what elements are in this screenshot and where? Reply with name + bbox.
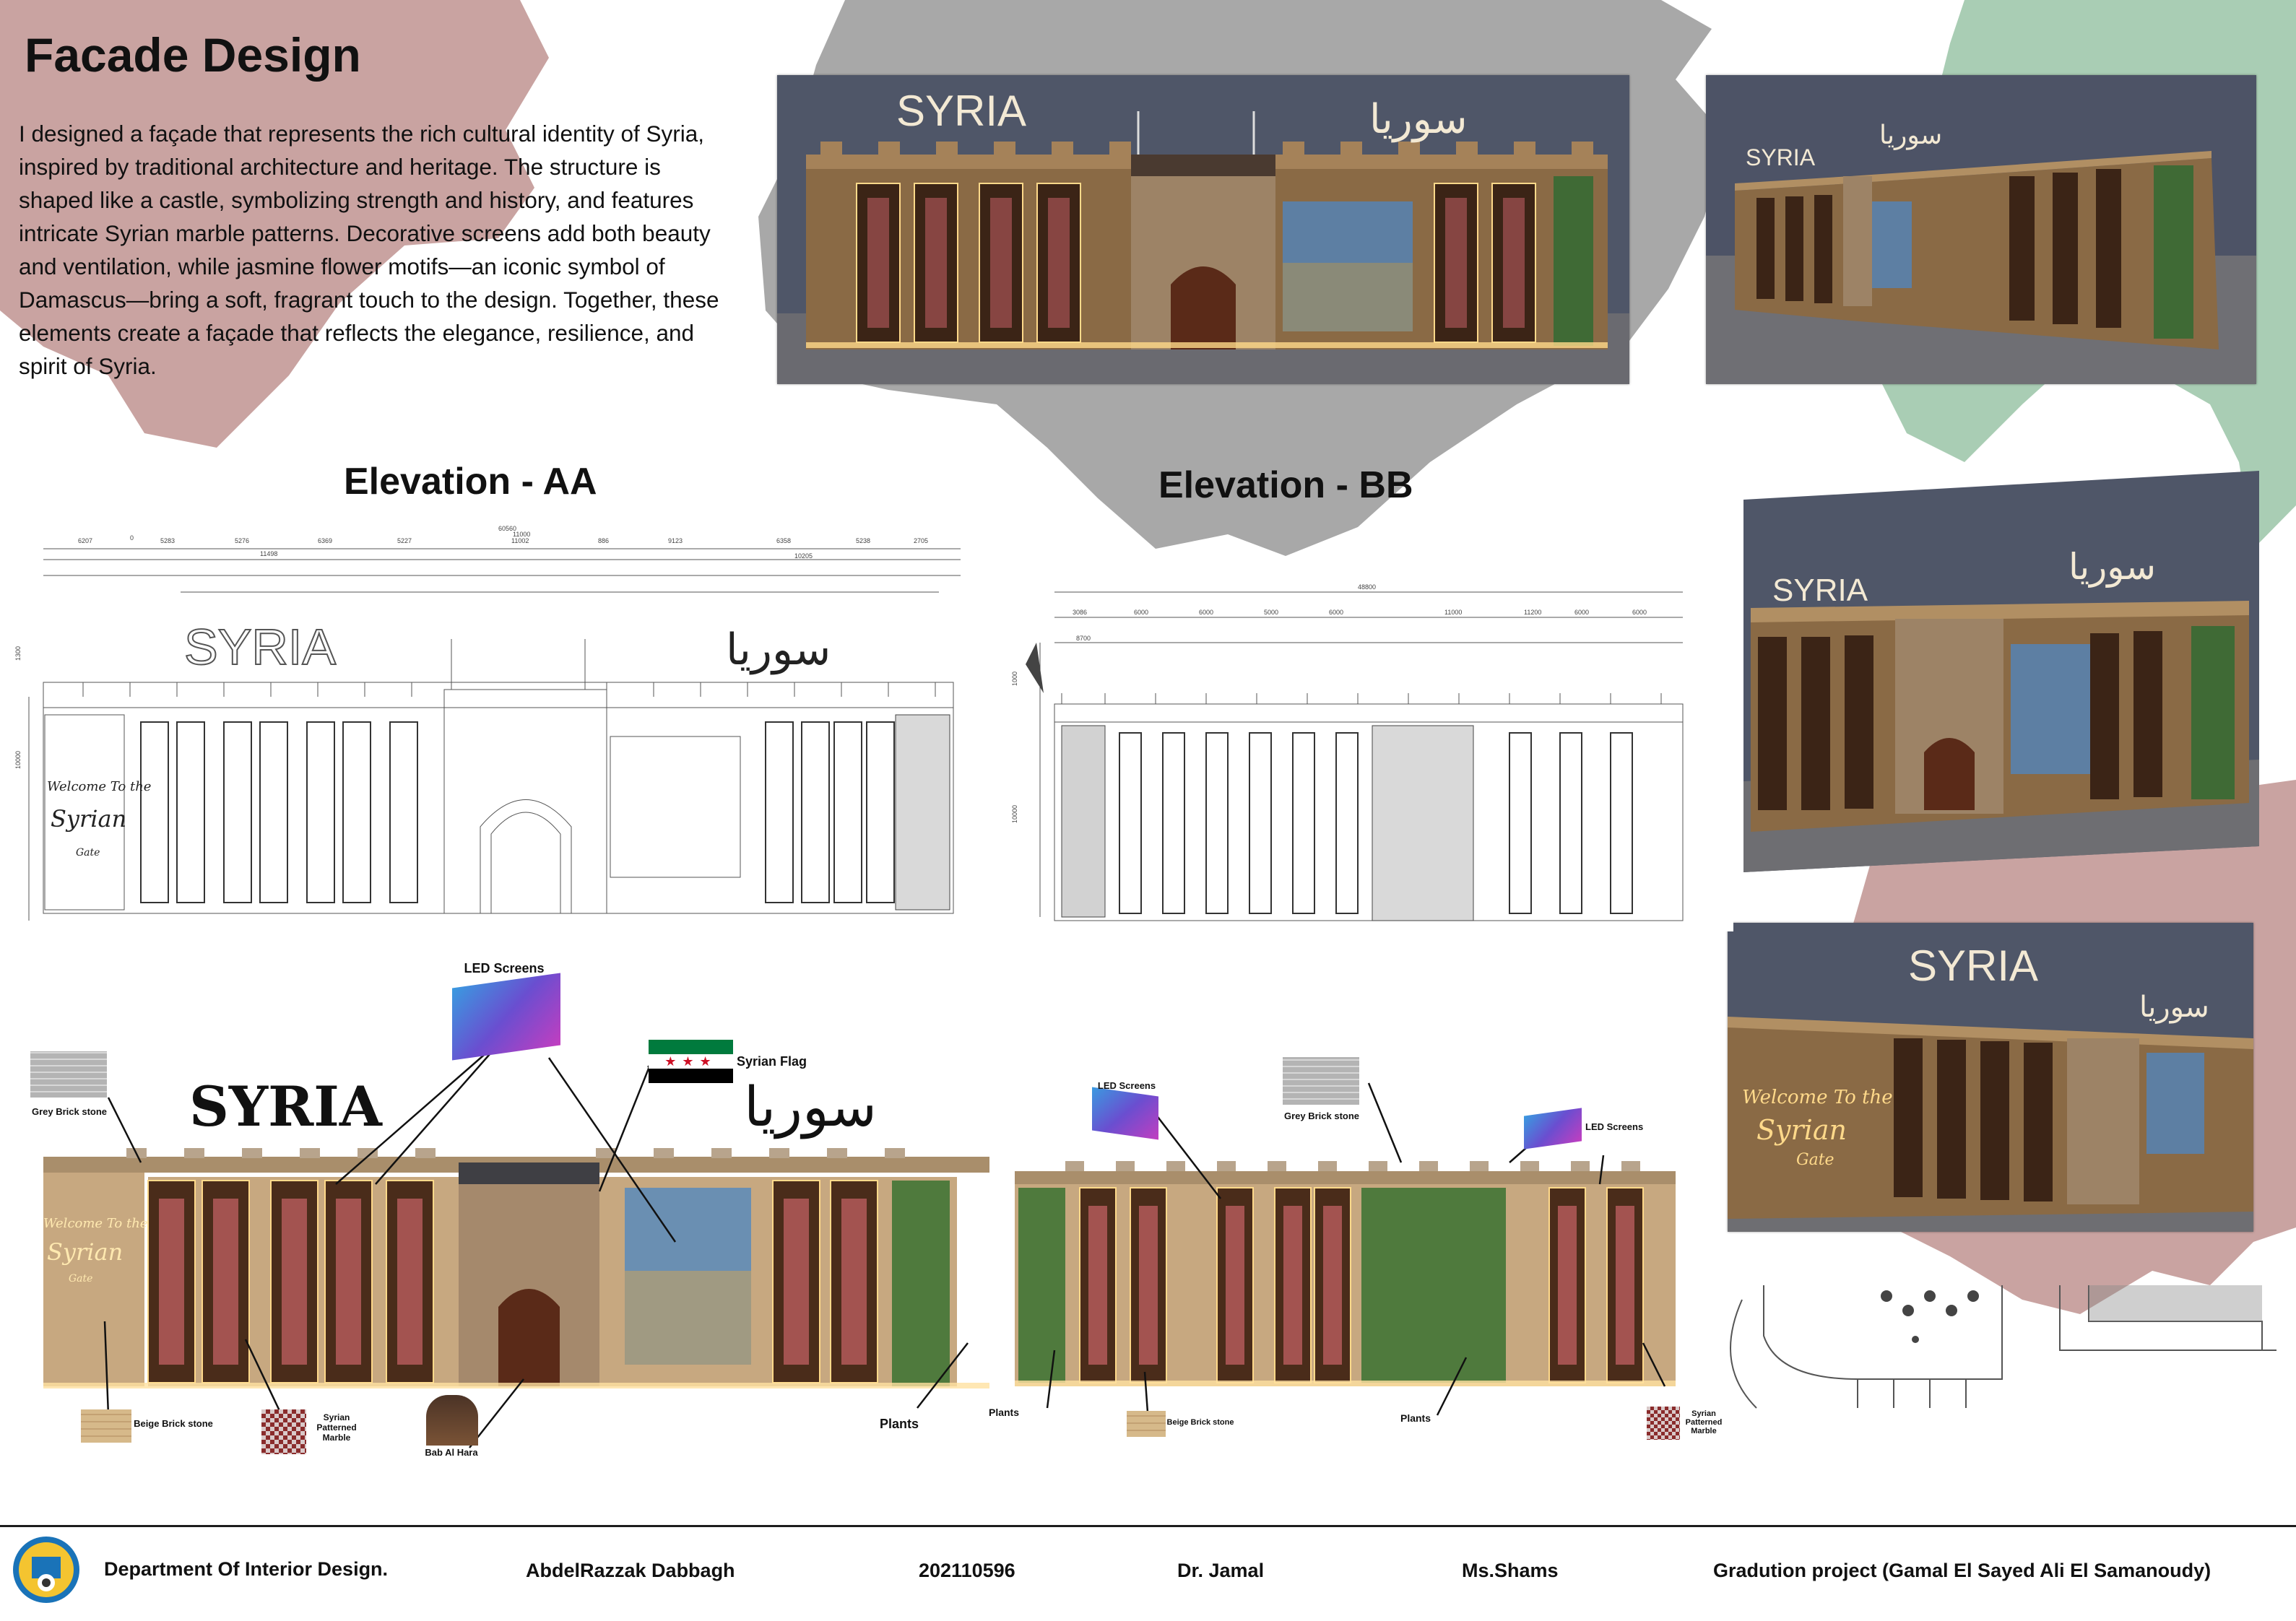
page-title: Facade Design xyxy=(25,28,361,82)
bab-al-hara-swatch xyxy=(426,1395,478,1446)
syrian-flag-swatch: ★★★ xyxy=(649,1040,733,1083)
bb-side-dim-1: 1000 xyxy=(1011,671,1018,686)
bb-dim-total: 48800 xyxy=(1358,583,1377,591)
bb-led-left-swatch xyxy=(1092,1087,1158,1140)
aa-dim-gate: 11000 xyxy=(513,531,531,538)
aa-dim-1: 6207 xyxy=(78,537,93,544)
render3-sign-arabic: سوريا xyxy=(2068,546,2157,588)
bb-marble-swatch xyxy=(1647,1407,1680,1440)
aa-dim-right-group: 10205 xyxy=(794,552,813,560)
aa-sign-latin: SYRIA xyxy=(184,619,337,675)
render-sign-arabic: سوريا xyxy=(1369,96,1468,143)
elevation-bb-colored xyxy=(1015,1155,1679,1390)
bb-dim-2: 6000 xyxy=(1134,609,1149,616)
bb-beige-brick-swatch xyxy=(1127,1411,1166,1437)
bb-grey-brick-label: Grey Brick stone xyxy=(1283,1111,1360,1121)
render-sign-latin: SYRIA xyxy=(896,87,1027,135)
bb-dim-4: 5000 xyxy=(1264,609,1279,616)
aa-side-dim-1: 1300 xyxy=(14,646,22,661)
marble-label: Syrian Patterned Marble xyxy=(316,1412,357,1443)
aa-dim-left-group: 11498 xyxy=(260,550,278,557)
footer-divider xyxy=(0,1525,2296,1527)
render4-sign-latin: SYRIA xyxy=(1908,942,2039,990)
elevation-bb-title: Elevation - BB xyxy=(1158,464,1413,506)
bb-plants-left-label: Plants xyxy=(988,1407,1019,1418)
aa-dim-6: 5227 xyxy=(397,537,412,544)
aa-welcome-line2: Syrian xyxy=(51,805,127,833)
aa-dim-5: 6369 xyxy=(318,537,333,544)
footer-supervisor-1: Dr. Jamal xyxy=(1177,1560,1265,1581)
aa-color-sign-arabic: سوريا xyxy=(744,1074,877,1139)
aa-color-welcome-line3: Gate xyxy=(69,1273,93,1285)
led-screens-label: LED Screens xyxy=(464,961,545,975)
beige-brick-label: Beige Brick stone xyxy=(134,1418,213,1429)
aa-dim-3: 5283 xyxy=(160,537,176,544)
aa-dim-4: 5276 xyxy=(235,537,250,544)
aa-dim-8: 886 xyxy=(598,537,610,544)
footer-student-name: AbdelRazzak Dabbagh xyxy=(526,1560,735,1581)
plants-aa-label: Plants xyxy=(879,1417,919,1431)
render-front-view xyxy=(777,75,1629,384)
aa-sign-arabic: سوريا xyxy=(726,625,831,675)
aa-color-welcome-line2: Syrian xyxy=(47,1238,124,1266)
university-logo xyxy=(12,1535,81,1604)
elevation-aa-colored xyxy=(40,1148,993,1394)
aa-dim-12: 2705 xyxy=(914,537,929,544)
bb-dim-7: 11200 xyxy=(1524,609,1542,616)
bb-led-right-label: LED Screens xyxy=(1585,1121,1644,1132)
elevation-aa-title: Elevation - AA xyxy=(344,461,597,503)
bb-dim-1: 3086 xyxy=(1073,609,1088,616)
bab-al-hara-label: Bab Al Hara xyxy=(425,1447,478,1458)
footer-supervisor-2: Ms.Shams xyxy=(1462,1560,1559,1581)
bb-plants-mid-label: Plants xyxy=(1400,1412,1431,1424)
bb-beige-brick-label: Beige Brick stone xyxy=(1166,1418,1234,1427)
render4-welcome-line3: Gate xyxy=(1796,1151,1834,1169)
aa-welcome-line3: Gate xyxy=(76,847,100,859)
bb-grey-brick-swatch xyxy=(1283,1057,1359,1105)
plan-fragment xyxy=(1713,1278,2284,1422)
bb-dim-3: 6000 xyxy=(1199,609,1214,616)
aa-dim-7: 11002 xyxy=(511,537,529,544)
aa-dim-9: 9123 xyxy=(668,537,683,544)
project-description: I designed a façade that represents the rich cultural identity of Syria, inspired by traditional architecture and heritage. The structure is shaped like a castle, symbolizing strength and history, and features intricate Syrian marble patterns. Decorative screens add both beauty and ventilation, while jasmine flower motifs—an iconic symbol of Damascus—bring a soft, fragrant touch to the design. Together, these elements create a façade that reflects the elegance, resilience, and spirit of Syria. xyxy=(19,121,719,379)
render4-welcome-line1: Welcome To the xyxy=(1742,1087,1893,1108)
bb-marble-label: Syrian Patterned Marble xyxy=(1685,1409,1723,1435)
marble-swatch xyxy=(261,1409,306,1454)
bb-dim-8: 6000 xyxy=(1574,609,1590,616)
aa-welcome-line1: Welcome To the xyxy=(47,779,152,794)
render4-welcome-line2: Syrian xyxy=(1756,1114,1847,1146)
aa-dim-2: 0 xyxy=(130,534,134,542)
aa-color-welcome-line1: Welcome To the xyxy=(43,1216,148,1231)
render4-sign-arabic: سوريا xyxy=(2139,991,2209,1024)
bb-dim-row2: 8700 xyxy=(1076,635,1091,642)
aa-dim-11: 5238 xyxy=(856,537,871,544)
aa-dim-total: 60560 xyxy=(498,525,517,532)
aa-side-dim-2: 10000 xyxy=(14,750,22,769)
bb-side-dim-2: 10000 xyxy=(1011,804,1018,823)
render-perspective-view xyxy=(1706,75,2256,384)
render2-sign-arabic: سوريا xyxy=(1879,121,1943,150)
footer-student-id: 202110596 xyxy=(919,1560,1015,1581)
grey-brick-label: Grey Brick stone xyxy=(31,1106,108,1117)
beige-brick-swatch xyxy=(81,1409,131,1443)
bb-dim-5: 6000 xyxy=(1329,609,1344,616)
footer-project: Gradution project (Gamal El Sayed Ali El Samanoudy) xyxy=(1713,1560,2211,1581)
bb-dim-9: 6000 xyxy=(1632,609,1647,616)
elevation-aa-drawing xyxy=(14,516,975,928)
render3-sign-latin: SYRIA xyxy=(1772,573,1868,608)
aa-color-sign-latin: SYRIA xyxy=(189,1074,382,1139)
render2-sign-latin: SYRIA xyxy=(1746,144,1816,170)
elevation-bb-drawing xyxy=(1011,578,1733,931)
grey-brick-swatch xyxy=(30,1051,107,1098)
footer-department: Department Of Interior Design. xyxy=(104,1558,389,1580)
render-closeup-view xyxy=(1728,923,2253,1232)
render-angled-view xyxy=(1743,471,2259,872)
bb-led-left-label: LED Screens xyxy=(1097,1080,1156,1091)
led-screen-swatch xyxy=(452,973,560,1060)
syrian-flag-label: Syrian Flag xyxy=(737,1054,807,1069)
bb-dim-6: 11000 xyxy=(1444,609,1463,616)
aa-dim-10: 6358 xyxy=(776,537,792,544)
